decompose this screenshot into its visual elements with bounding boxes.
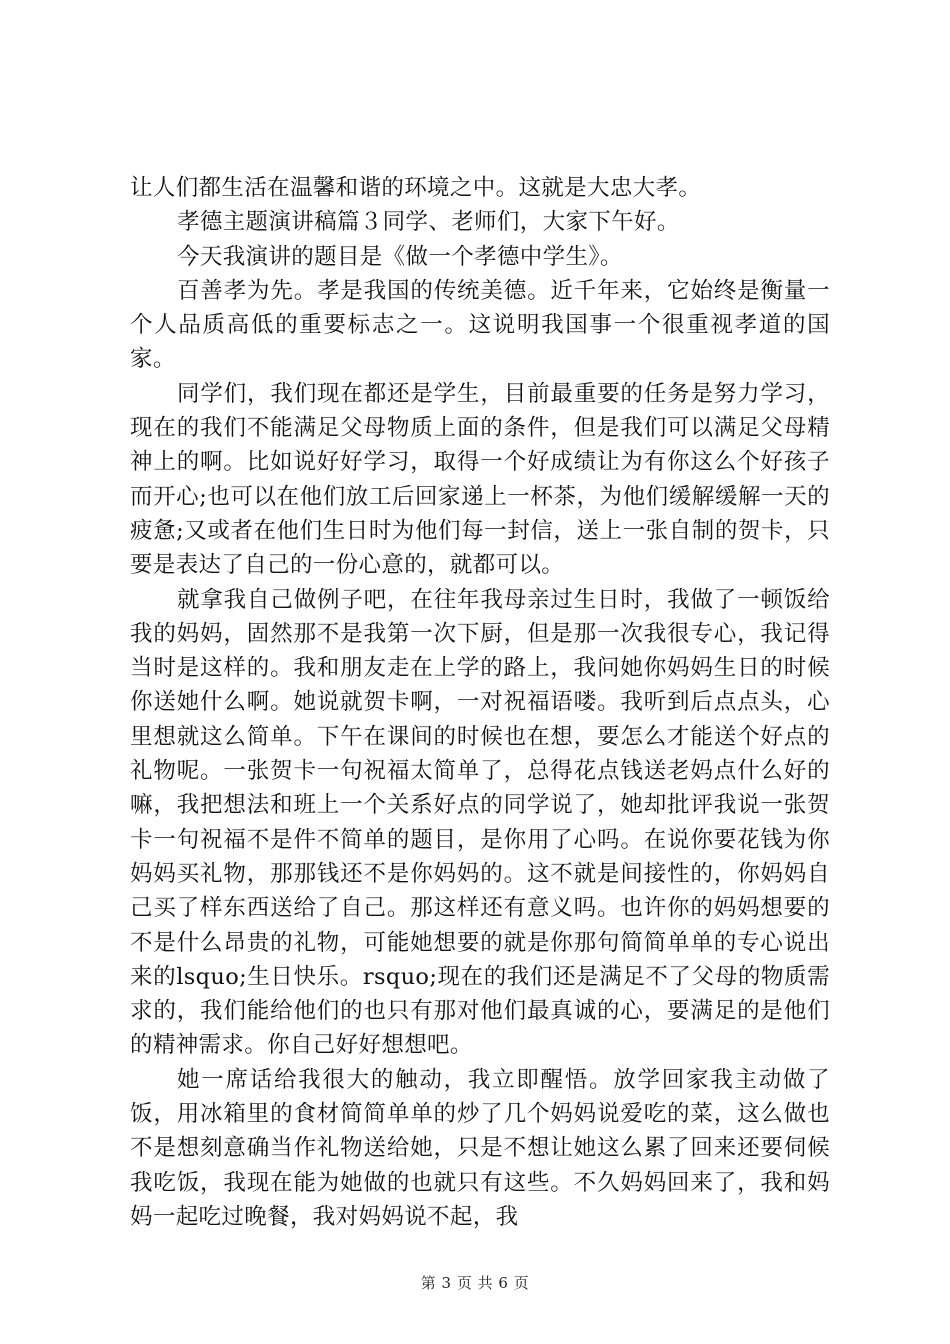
paragraph-4: 百善孝为先。孝是我国的传统美德。近千年来，它始终是衡量一个人品质高低的重要标志之一。这说明我国事一个很重视孝道的国家。 bbox=[130, 277, 830, 373]
page-footer: 第 3 页 共 6 页 bbox=[420, 1274, 530, 1292]
paragraph-3: 今天我演讲的题目是《做一个孝德中学生》。 bbox=[177, 243, 623, 270]
paragraph-6: 就拿我自己做例子吧，在往年我母亲过生日时，我做了一顿饭给我的妈妈，固然那不是我第一次下厨，但是那一次我很专心，我记得当时是这样的。我和朋友走在上学的路上，我问她你妈妈生日的时候你送她什么啊。她说就贺卡啊，一对祝福语喽。我听到后点点头，心里想就这么简单。下午在课间的时候也在想，要怎么才能送个好点的礼物呢。一张贺卡一句祝福太简单了，总得花点钱送老妈点什么好的嘛，我把想法和班上一个关系好点的同学说了，她却批评我说一张贺卡一句祝福不是件不简单的题目，是你用了心吗。在说你要花钱为你妈妈买礼物，那那钱还不是你妈妈的。这不就是间接性的，你妈妈自己买了样东西送给了自己。那这样还有意义吗。也许你的妈妈想要的不是什么昂贵的礼物，可能她想要的就是你那句简简单单的专心说出来的lsquo;生日快乐。rsquo;现在的我们还是满足不了父母的物质需求的，我们能给他们的也只有那对他们最真诚的心，要满足的是他们的精神需求。你自己好好想想吧。 bbox=[130, 586, 830, 1059]
document-body bbox=[130, 171, 830, 1234]
paragraph-5: 同学们，我们现在都还是学生，目前最重要的任务是努力学习，现在的我们不能满足父母物质上面的条件，但是我们可以满足父母精神上的啊。比如说好好学习，取得一个好成绩让为有你这么个好孩子而开心;也可以在他们放工后回家递上一杯茶，为他们缓解缓解一天的疲惫;又或者在他们生日时为他们每一封信，送上一张自制的贺卡，只要是表达了自己的一份心意的，就都可以。 bbox=[130, 380, 830, 579]
paragraph-7: 她一席话给我很大的触动，我立即醒悟。放学回家我主动做了饭，用冰箱里的食材简简单单的炒了几个妈妈说爱吃的菜，这么做也不是想刻意确当作礼物送给她，只是不想让她这么累了回来还要伺候我吃饭，我现在能为她做的也就只有这些。不久妈妈回来了，我和妈妈一起吃过晚餐，我对妈妈说不起，我 bbox=[130, 1066, 830, 1230]
paragraph-1: 让人们都生活在温馨和谐的环境之中。这就是大忠大孝。 bbox=[130, 175, 702, 201]
paragraph-2: 孝德主题演讲稿篇３同学、老师们，大家下午好。 bbox=[177, 209, 680, 236]
